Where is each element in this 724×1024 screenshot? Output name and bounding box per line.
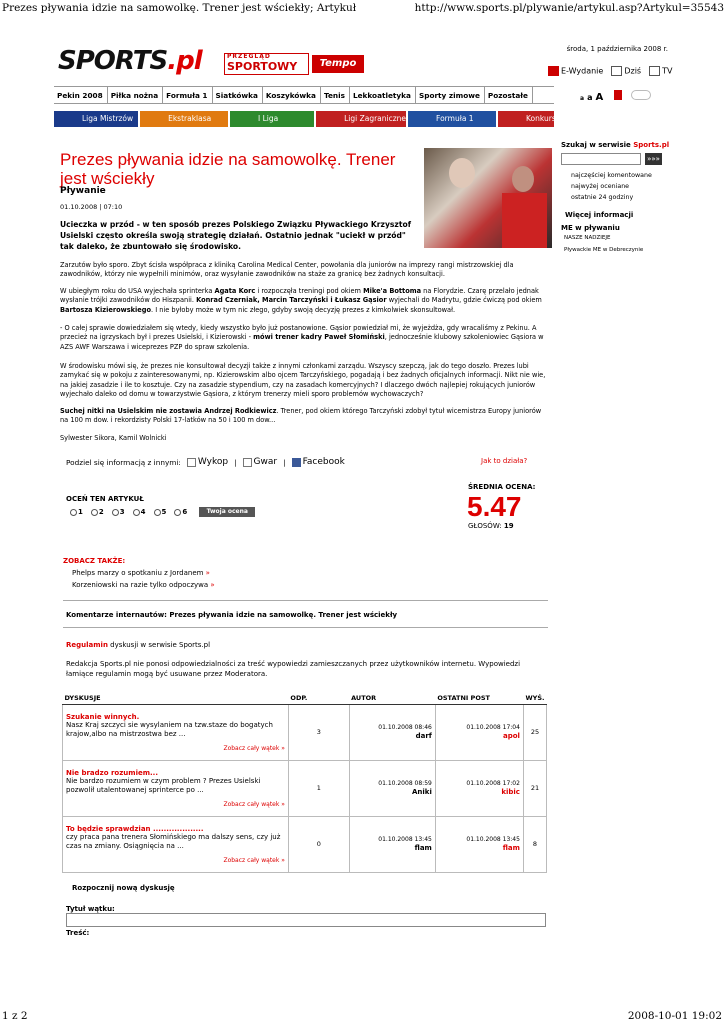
article-title: Prezes pływania idzie na samowolkę. Trener jest wściekły [60,150,396,188]
see-thread-link[interactable]: Zobacz cały wątek » [223,744,285,752]
author-cell [349,760,435,816]
search-input[interactable] [561,153,641,165]
toggle-icon[interactable] [631,90,651,100]
font-large-button[interactable]: A [595,92,604,103]
article-date: 01.10.2008 | 07:10 [60,203,123,211]
debreczyn-link[interactable]: Pływackie ME w Debreczynie [564,247,644,253]
col-replies: ODP. [288,692,349,704]
nasze-nadzieje-link[interactable]: NASZE NADZIEJE [564,235,611,241]
author-cell [349,704,435,760]
more-info-heading: Więcej informacji [565,211,634,219]
new-thread-link[interactable]: Rozpocznij nową dyskusję [72,884,175,892]
article-paragraph-2: W ubiegłym roku do USA wyjechała sprinterka Agata Korc i rozpoczęła treningi pod okiem Mike'a Bottoma na Florydzie. Czarę przelało jednak wysłanie trójki zawodników do Hiszpanii. Konrad Czerniak, Marcin Tarczyński i Łukasz Gąsior wyjechali do Madrytu, gdzie ćwiczą pod okiem Bartosza Kizierowskiego. I nie byłoby może w tym nic złego, gdyby swoją decyzję prezes z kimkolwiek skonsultował. [60,287,542,314]
page-number: 1 z 2 [2,1010,28,1022]
sidebar-links [571,170,652,203]
print-footer [0,1010,724,1024]
radio-icon [133,509,140,516]
reply-count: 3 [288,704,349,760]
last-post-date: 01.10.2008 17:04 [466,724,520,731]
vote-count: GŁOSÓW: 19 [468,522,514,530]
nav-item[interactable]: Piłka nożna [108,87,163,103]
author-cell [349,816,435,872]
comments-heading: Komentarze internautów: Prezes pływania idzie na samowolkę. Trener jest wściekły [66,611,398,619]
sports-logo[interactable]: SPORTS.pl [58,46,202,76]
average-score: 5.47 [467,491,522,522]
tempo-logo[interactable]: Tempo [312,55,364,73]
how-it-works-link[interactable]: Jak to działa? [481,457,528,465]
article-paragraph-4: W środowisku mówi się, że prezes nie konsultował decyzji także z innymi członkami zarządu. Wszyscy szepczą, jak do tego doszło. Prezes lubi zamykać się w pokoju z zainteresowanymi, np. Kizierowskim albo ojcem Tarczyńskiego, pogadają i bez żadnych oficjalnych informacji. Nikt nie wie, na jakiej zasadzie i ile to kosztuje. Czy na zasadzie stypendium, czy na zasadach komercyjnych? I dlaczego dwóch najlepiej rokujących juniorów wyjechało daleko od domu w towarzystwie Gąsiora, z którym trenerzy mieli sporo problemów wychowaczych? [60,362,546,399]
nav-item[interactable]: Siatkówka [213,87,263,103]
radio-icon [112,509,119,516]
print-title: Prezes pływania idzie na samowolkę. Trener jest wściekły; Artykuł [2,2,357,14]
discussion-excerpt: czy praca pana trenera Słomińskiego ma dalszy sens, czy już czas na zmiany. Osiągnięcia na ... [66,832,281,850]
article-paragraph-1: Zarzutów było sporo. Zbyt ścisła współpraca z kliniką Carolina Medical Center, powołania dla juniorów na imprezy rangi mistrzowskiej dla zawodników, którzy nie wypełnili minimów, oraz wysyłanie zawodników na staże za granicę bez żadnych konsultacji. [60,261,514,279]
newspaper-icon [611,66,622,76]
discussion-row [63,704,547,760]
category-bar [54,111,554,127]
search-label: Szukaj w serwisie Sports.pl [561,141,670,149]
nav-item[interactable]: Tenis [321,87,350,103]
rating-options [70,507,255,517]
see-also-link-2[interactable]: Korzeniowski na razie tylko odpoczywa » [72,581,215,589]
view-count: 8 [523,816,546,872]
average-label: ŚREDNIA OCENA: [468,483,536,491]
discussion-row [63,760,547,816]
last-post-cell [435,760,523,816]
rating-option[interactable]: 3 [112,508,125,516]
discussion-cell [63,760,289,816]
nav-item[interactable]: Sporty zimowe [416,87,485,103]
article-photo [424,148,552,248]
category-tab[interactable]: Formuła 1 [408,111,496,127]
rating-option[interactable]: 1 [70,508,83,516]
view-count: 21 [523,760,546,816]
rate-label: OCEŃ TEN ARTYKUŁ [66,495,144,503]
author-date: 01.10.2008 13:45 [378,836,432,843]
radio-icon [154,509,161,516]
article-lead: Ucieczka w przód - w ten sposób prezes Polskiego Związku Pływackiego Krzysztof Usielski często określa swoją strategię działań. Ostatnio jednak "uciekł w przód" tak daleko, że zbuntowało się środowisko. [60,220,411,251]
discussion-title[interactable]: To będzie sprawdzian ................... [66,824,204,833]
discussion-title[interactable]: Szukanie winnych. [66,712,140,721]
font-size-controls [580,90,651,103]
category-tab[interactable]: Ekstraklasa [140,111,228,127]
article-category: Pływanie [60,186,106,196]
author-date: 01.10.2008 08:59 [378,780,432,787]
last-post-cell [435,816,523,872]
thread-title-label: Tytuł wątku: [66,905,115,913]
discussion-cell [63,704,289,760]
col-author: AUTOR [349,692,435,704]
category-tab[interactable]: Ligi Zagraniczne [316,111,406,127]
print-icon[interactable] [614,90,622,100]
regulations-line: Regulamin dyskusji w serwisie Sports.pl [66,641,211,649]
radio-icon [174,509,181,516]
author-name[interactable]: darf [415,732,432,740]
current-date: środa, 1 października 2008 r. [566,45,668,53]
nav-item[interactable]: Koszykówka [263,87,321,103]
print-timestamp: 2008-10-01 19:02 [627,1010,722,1022]
gwar-link[interactable]: Gwar [243,457,278,467]
submit-rating-button[interactable]: Twoja ocena [199,507,255,517]
regulations-link[interactable]: Regulamin [66,641,108,649]
radio-icon [91,509,98,516]
nav-item[interactable]: Pekin 2008 [54,87,108,103]
divider [63,627,548,628]
gwar-icon [243,458,252,467]
category-tab[interactable]: I Liga [230,111,314,127]
last-post-date: 01.10.2008 17:02 [466,780,520,787]
e-wydanie-icon [548,66,559,76]
reply-count: 0 [288,816,349,872]
see-also-link-1[interactable]: Phelps marzy o spotkaniu z Jordanem » [72,569,210,577]
view-count: 25 [523,704,546,760]
author-date: 01.10.2008 08:46 [378,724,432,731]
nav-item[interactable]: Pozostałe [485,87,533,103]
discussion-row [63,816,547,872]
discussion-cell [63,816,289,872]
rating-option[interactable]: 2 [91,508,104,516]
thread-title-input[interactable] [66,913,546,927]
last-post-date: 01.10.2008 13:45 [466,836,520,843]
facebook-icon [292,458,301,467]
rating-option[interactable]: 6 [174,508,187,516]
last-24h-link[interactable]: ostatnie 24 godziny [571,194,634,201]
tv-link[interactable]: TV [649,66,672,76]
divider [63,600,548,601]
sidebar [561,141,681,253]
article-paragraph-3: - O całej sprawie dowiedziałem się wtedy, kiedy wszystko było już postanowione. Gąsior powiedział mi, że wyjeżdża, gdy wracaliśmy z Pekinu. A przecież na igrzyskach był i prezes Usielski, i Kizierowski - mówi trener kadry Paweł Słomiński, jednocześnie klubowy szkoleniowiec Gąsiora w AZS AWF Warszawa i wiceprezes PZP do spraw szkolenia. [60,324,544,351]
tv-icon [649,66,660,76]
col-last-post: OSTATNI POST [435,692,523,704]
me-link[interactable]: ME w pływaniu [561,224,620,232]
col-discussions: DYSKUSJE [63,692,289,704]
author-name[interactable]: Aniki [411,788,432,796]
see-also-heading: ZOBACZ TAKŻE: [63,557,126,565]
see-thread-link[interactable]: Zobacz cały wątek » [223,856,285,864]
discussion-excerpt: Nasz Kraj szczyci sie wysylaniem na tzw.staze do bogatych krajow,albo na mistrzostwa bez ... [66,720,273,738]
most-commented-link[interactable]: najczęściej komentowane [571,172,652,179]
top-rated-link[interactable]: najwyżej oceniane [571,183,630,190]
discussion-title[interactable]: Nie bradzo rozumiem... [66,768,158,777]
e-wydanie-link[interactable]: E-Wydanie [548,66,603,76]
category-tab[interactable]: Liga Mistrzów [54,111,138,127]
print-url: http://www.sports.pl/plywanie/artykul.asp?Artykul=35543 [414,2,724,14]
main-nav [54,86,554,104]
font-small-button[interactable]: a [580,95,585,102]
rating-option[interactable]: 4 [133,508,146,516]
last-post-cell [435,704,523,760]
article-authors: Sylwester Sikora, Kamil Wolnicki [60,434,167,442]
disclaimer: Redakcja Sports.pl nie ponosi odpowiedzialności za treść wypowiedzi zamieszczanych przez użytkowników internetu. Wypowiedzi łamiące regulamin mogą być usuwane przez Moderatora. [66,660,521,678]
author-name[interactable]: flam [414,844,432,852]
przeglad-sportowy-logo[interactable]: PRZEGLĄD SPORTOWY [224,53,309,75]
thread-body-label: Treść: [66,929,90,937]
wykop-icon [187,458,196,467]
nav-item[interactable]: Formuła 1 [163,87,212,103]
rating-option[interactable]: 5 [154,508,167,516]
discussion-excerpt: Nie bardzo rozumiem w czym problem ? Prezes Usielski pozwolił utalentowanej sprinterce po ... [66,776,261,794]
article-paragraph-5: Suchej nitki na Usielskim nie zostawia Andrzej Rodkiewicz. Trener, pod okiem którego Tarczyński zdobył tytuł wicemistrza Europy juniorów na 100 m dow. i rekordzisty Polski 17-latków na 50 i 100 m dow... [60,407,542,425]
category-tab[interactable]: Konkurs [498,111,554,127]
last-post-author[interactable]: flam [502,844,520,852]
share-bar: Podziel się informacją z innymi: Wykop | Gwar | Facebook [66,457,345,467]
nav-item[interactable]: Lekkoatletyka [350,87,416,103]
facebook-link[interactable]: Facebook [292,457,345,467]
last-post-author[interactable]: kibic [501,788,520,796]
col-views: WYŚ. [523,692,546,704]
wykop-link[interactable]: Wykop [187,457,228,467]
see-thread-link[interactable]: Zobacz cały wątek » [223,800,285,808]
discussion-table [62,692,547,873]
edition-links [548,66,672,76]
search-button[interactable]: »»» [645,153,662,165]
font-medium-button[interactable]: a [587,93,593,102]
last-post-author[interactable]: apol [502,732,520,740]
reply-count: 1 [288,760,349,816]
radio-icon [70,509,77,516]
dzis-link[interactable]: Dziś [611,66,641,76]
print-header [0,0,724,18]
